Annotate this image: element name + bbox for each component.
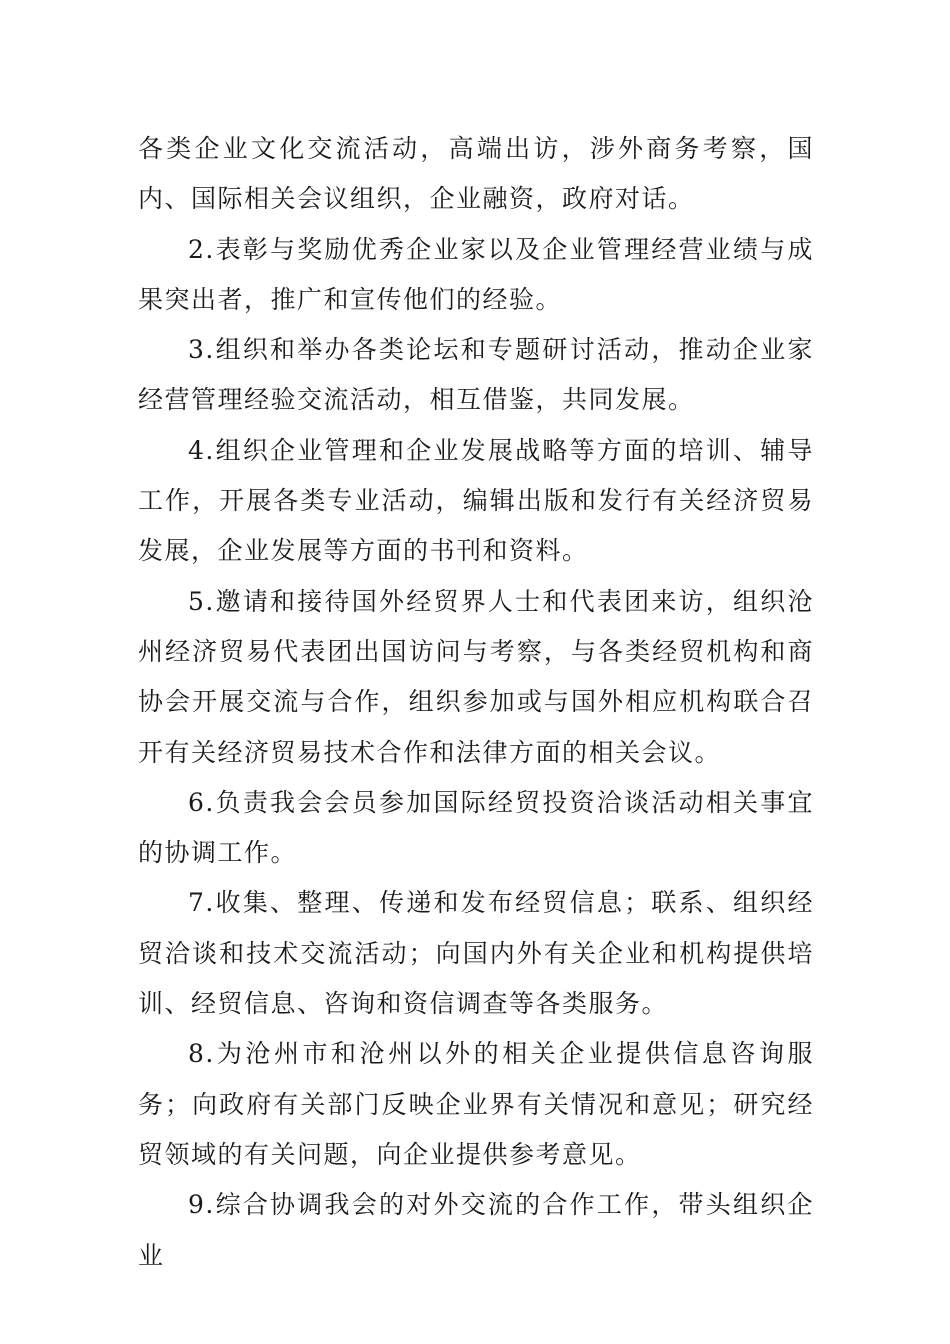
paragraph-item-4: 4.组织企业管理和企业发展战略等方面的培训、辅导工作，开展各类专业活动，编辑出版和发行有关经济贸易发展，企业发展等方面的书刊和资料。 (138, 435, 814, 566)
document-body (138, 124, 814, 1281)
paragraph-item-3: 3.组织和举办各类论坛和专题研讨活动，推动企业家经营管理经验交流活动，相互借鉴，共同发展。 (138, 335, 814, 415)
paragraph-item-9: 9.综合协调我会的对外交流的合作工作，带头组织企业 (138, 1190, 814, 1270)
paragraph-continuation: 各类企业文化交流活动，高端出访，涉外商务考察，国内、国际相关会议组织，企业融资，政府对话。 (138, 134, 814, 214)
paragraph-item-8: 8.为沧州市和沧州以外的相关企业提供信息咨询服务；向政府有关部门反映企业界有关情况和意见；研究经贸领域的有关问题，向企业提供参考意见。 (138, 1039, 814, 1169)
paragraph-item-2: 2.表彰与奖励优秀企业家以及企业管理经营业绩与成果突出者，推广和宣传他们的经验。 (138, 234, 814, 314)
paragraph-item-5: 5.邀请和接待国外经贸界人士和代表团来访，组织沧州经济贸易代表团出国访问与考察，与各类经贸机构和商协会开展交流与合作，组织参加或与国外相应机构联合召开有关经济贸易技术合作和法律方面的相关会议。 (138, 586, 814, 767)
paragraph-item-6: 6.负责我会会员参加国际经贸投资洽谈活动相关事宜的协调工作。 (138, 787, 814, 868)
paragraph-item-7: 7.收集、整理、传递和发布经贸信息；联系、组织经贸洽谈和技术交流活动；向国内外有关企业和机构提供培训、经贸信息、咨询和资信调查等各类服务。 (138, 888, 814, 1019)
